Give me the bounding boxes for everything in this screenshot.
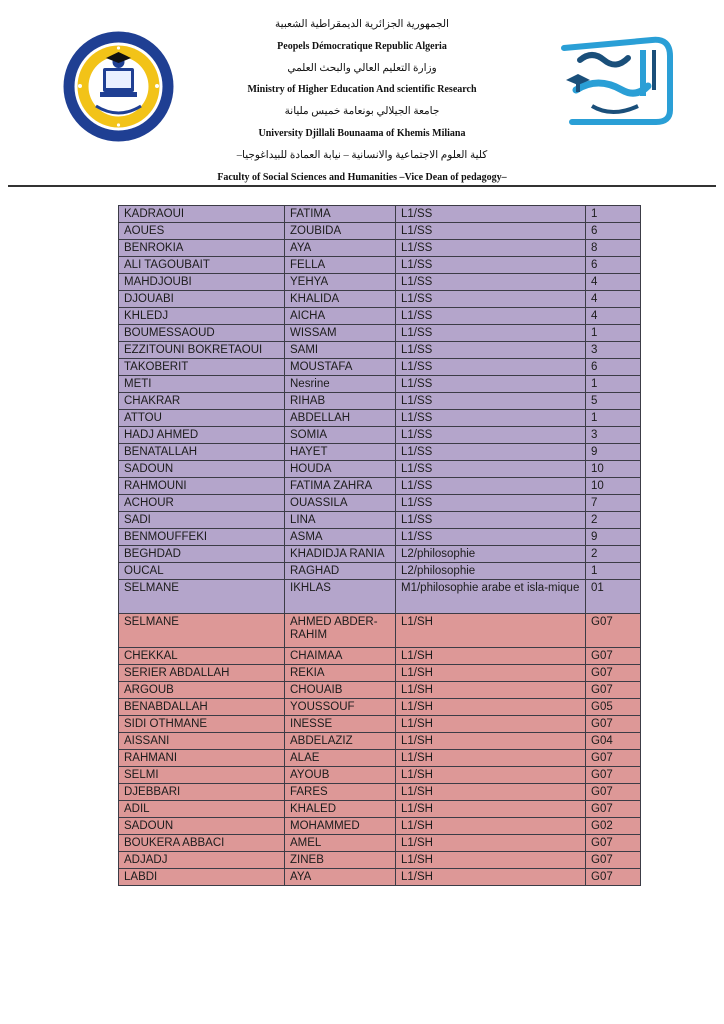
first-name-cell: KHALED xyxy=(285,801,396,818)
table-row xyxy=(119,512,641,529)
student-list-table xyxy=(118,205,641,886)
last-name-cell: ARGOUB xyxy=(119,682,285,699)
group-cell: 2 xyxy=(586,512,641,529)
first-name-cell: AYOUB xyxy=(285,767,396,784)
level-cell: L1/SS xyxy=(396,257,586,274)
group-cell: G02 xyxy=(586,818,641,835)
last-name-cell: KHLEDJ xyxy=(119,308,285,325)
faculty-name-arabic: كلية العلوم الاجتماعية والانسانية – نيابة العمادة للبيداغوجيا– xyxy=(236,149,488,161)
last-name-cell: SELMANE xyxy=(119,614,285,648)
group-cell: 1 xyxy=(586,410,641,427)
level-cell: L1/SS xyxy=(396,342,586,359)
last-name-cell: SADI xyxy=(119,512,285,529)
table-row xyxy=(119,818,641,835)
first-name-cell: ALAE xyxy=(285,750,396,767)
student-list-body xyxy=(119,206,641,886)
table-row xyxy=(119,410,641,427)
last-name-cell: DJEBBARI xyxy=(119,784,285,801)
level-cell: L1/SS xyxy=(396,478,586,495)
level-cell: L1/SH xyxy=(396,733,586,750)
document-header xyxy=(0,0,724,188)
last-name-cell: ACHOUR xyxy=(119,495,285,512)
table-row xyxy=(119,308,641,325)
faculty-seal-icon xyxy=(62,30,175,143)
level-cell: L1/SS xyxy=(396,461,586,478)
level-cell: L2/philosophie xyxy=(396,563,586,580)
first-name-cell: Nesrine xyxy=(285,376,396,393)
first-name-cell: REKIA xyxy=(285,665,396,682)
last-name-cell: SADOUN xyxy=(119,818,285,835)
first-name-cell: MOHAMMED xyxy=(285,818,396,835)
group-cell: G07 xyxy=(586,665,641,682)
group-cell: 4 xyxy=(586,291,641,308)
group-cell: G07 xyxy=(586,801,641,818)
group-cell: G07 xyxy=(586,716,641,733)
level-cell: L1/SH xyxy=(396,818,586,835)
last-name-cell: RAHMANI xyxy=(119,750,285,767)
first-name-cell: AYA xyxy=(285,240,396,257)
group-cell: 3 xyxy=(586,427,641,444)
last-name-cell: ADJADJ xyxy=(119,852,285,869)
table-row xyxy=(119,257,641,274)
first-name-cell: FARES xyxy=(285,784,396,801)
table-row xyxy=(119,206,641,223)
country-name-english: Peopels Démocratique Republic Algeria xyxy=(277,40,447,52)
table-row xyxy=(119,835,641,852)
table-row xyxy=(119,342,641,359)
level-cell: L2/philosophie xyxy=(396,546,586,563)
table-row xyxy=(119,563,641,580)
first-name-cell: SOMIA xyxy=(285,427,396,444)
first-name-cell: ABDELAZIZ xyxy=(285,733,396,750)
table-row xyxy=(119,495,641,512)
last-name-cell: BOUKERA ABBACI xyxy=(119,835,285,852)
group-cell: 4 xyxy=(586,308,641,325)
table-row xyxy=(119,665,641,682)
first-name-cell: CHAIMAA xyxy=(285,648,396,665)
last-name-cell: CHEKKAL xyxy=(119,648,285,665)
header-divider xyxy=(8,185,716,187)
level-cell: L1/SH xyxy=(396,716,586,733)
table-row xyxy=(119,682,641,699)
table-row xyxy=(119,750,641,767)
first-name-cell: MOUSTAFA xyxy=(285,359,396,376)
last-name-cell: BOUMESSAOUD xyxy=(119,325,285,342)
last-name-cell: KADRAOUI xyxy=(119,206,285,223)
table-row xyxy=(119,427,641,444)
university-name-english: University Djillali Bounaama of Khemis Miliana xyxy=(258,127,466,139)
table-row xyxy=(119,869,641,886)
level-cell: L1/SH xyxy=(396,614,586,648)
first-name-cell: KHALIDA xyxy=(285,291,396,308)
group-cell: G07 xyxy=(586,767,641,784)
group-cell: G07 xyxy=(586,648,641,665)
group-cell: G07 xyxy=(586,869,641,886)
last-name-cell: CHAKRAR xyxy=(119,393,285,410)
last-name-cell: SADOUN xyxy=(119,461,285,478)
level-cell: L1/SH xyxy=(396,750,586,767)
level-cell: L1/SS xyxy=(396,376,586,393)
level-cell: L1/SH xyxy=(396,869,586,886)
university-name-arabic: جامعة الجيلالي بونعامة خميس مليانة xyxy=(284,106,440,118)
group-cell: G07 xyxy=(586,682,641,699)
level-cell: L1/SS xyxy=(396,274,586,291)
last-name-cell: DJOUABI xyxy=(119,291,285,308)
level-cell: L1/SS xyxy=(396,359,586,376)
level-cell: L1/SH xyxy=(396,665,586,682)
group-cell: G07 xyxy=(586,835,641,852)
table-row xyxy=(119,546,641,563)
last-name-cell: BENMOUFFEKI xyxy=(119,529,285,546)
first-name-cell: LINA xyxy=(285,512,396,529)
level-cell: L1/SS xyxy=(396,529,586,546)
last-name-cell: AOUES xyxy=(119,223,285,240)
group-cell: 10 xyxy=(586,478,641,495)
group-cell: 1 xyxy=(586,325,641,342)
ministry-name-english: Ministry of Higher Education And scientific Research xyxy=(247,84,477,96)
level-cell: M1/philosophie arabe et isla-mique xyxy=(396,580,586,614)
last-name-cell: TAKOBERIT xyxy=(119,359,285,376)
table-row xyxy=(119,699,641,716)
level-cell: L1/SS xyxy=(396,291,586,308)
group-cell: 4 xyxy=(586,274,641,291)
table-row xyxy=(119,733,641,750)
group-cell: 8 xyxy=(586,240,641,257)
last-name-cell: BENATALLAH xyxy=(119,444,285,461)
group-cell: 1 xyxy=(586,563,641,580)
level-cell: L1/SS xyxy=(396,325,586,342)
group-cell: 9 xyxy=(586,529,641,546)
group-cell: 1 xyxy=(586,206,641,223)
first-name-cell: SAMI xyxy=(285,342,396,359)
group-cell: G07 xyxy=(586,614,641,648)
first-name-cell: RIHAB xyxy=(285,393,396,410)
first-name-cell: AYA xyxy=(285,869,396,886)
level-cell: L1/SH xyxy=(396,682,586,699)
table-row xyxy=(119,614,641,648)
level-cell: L1/SH xyxy=(396,852,586,869)
first-name-cell: INESSE xyxy=(285,716,396,733)
first-name-cell: FATIMA xyxy=(285,206,396,223)
level-cell: L1/SS xyxy=(396,223,586,240)
first-name-cell: OUASSILA xyxy=(285,495,396,512)
last-name-cell: SIDI OTHMANE xyxy=(119,716,285,733)
last-name-cell: RAHMOUNI xyxy=(119,478,285,495)
last-name-cell: ALI TAGOUBAIT xyxy=(119,257,285,274)
level-cell: L1/SS xyxy=(396,410,586,427)
first-name-cell: IKHLAS xyxy=(285,580,396,614)
last-name-cell: BEGHDAD xyxy=(119,546,285,563)
group-cell: 3 xyxy=(586,342,641,359)
first-name-cell: FELLA xyxy=(285,257,396,274)
level-cell: L1/SS xyxy=(396,206,586,223)
table-row xyxy=(119,325,641,342)
first-name-cell: ABDELLAH xyxy=(285,410,396,427)
last-name-cell: SERIER ABDALLAH xyxy=(119,665,285,682)
first-name-cell: FATIMA ZAHRA xyxy=(285,478,396,495)
group-cell: G07 xyxy=(586,784,641,801)
level-cell: L1/SS xyxy=(396,444,586,461)
table-row xyxy=(119,291,641,308)
last-name-cell: METI xyxy=(119,376,285,393)
faculty-name-english: Faculty of Social Sciences and Humanities –Vice Dean of pedagogy– xyxy=(217,171,507,183)
table-row xyxy=(119,240,641,257)
first-name-cell: KHADIDJA RANIA xyxy=(285,546,396,563)
level-cell: L1/SS xyxy=(396,495,586,512)
group-cell: 10 xyxy=(586,461,641,478)
table-row xyxy=(119,580,641,614)
last-name-cell: SELMANE xyxy=(119,580,285,614)
group-cell: 5 xyxy=(586,393,641,410)
last-name-cell: ADIL xyxy=(119,801,285,818)
last-name-cell: BENROKIA xyxy=(119,240,285,257)
level-cell: L1/SS xyxy=(396,512,586,529)
last-name-cell: EZZITOUNI BOKRETAOUI xyxy=(119,342,285,359)
last-name-cell: HADJ AHMED xyxy=(119,427,285,444)
group-cell: G04 xyxy=(586,733,641,750)
table-row xyxy=(119,444,641,461)
table-row xyxy=(119,852,641,869)
last-name-cell: BENABDALLAH xyxy=(119,699,285,716)
first-name-cell: ASMA xyxy=(285,529,396,546)
level-cell: L1/SH xyxy=(396,784,586,801)
university-logo-icon xyxy=(552,30,680,130)
group-cell: 9 xyxy=(586,444,641,461)
group-cell: G07 xyxy=(586,852,641,869)
first-name-cell: HAYET xyxy=(285,444,396,461)
level-cell: L1/SH xyxy=(396,835,586,852)
level-cell: L1/SS xyxy=(396,308,586,325)
first-name-cell: WISSAM xyxy=(285,325,396,342)
level-cell: L1/SS xyxy=(396,240,586,257)
table-row xyxy=(119,478,641,495)
last-name-cell: SELMI xyxy=(119,767,285,784)
table-row xyxy=(119,648,641,665)
group-cell: G07 xyxy=(586,750,641,767)
group-cell: 6 xyxy=(586,257,641,274)
last-name-cell: ATTOU xyxy=(119,410,285,427)
first-name-cell: CHOUAIB xyxy=(285,682,396,699)
table-row xyxy=(119,801,641,818)
table-row xyxy=(119,223,641,240)
first-name-cell: RAGHAD xyxy=(285,563,396,580)
table-row xyxy=(119,359,641,376)
level-cell: L1/SH xyxy=(396,767,586,784)
last-name-cell: AISSANI xyxy=(119,733,285,750)
table-row xyxy=(119,376,641,393)
level-cell: L1/SS xyxy=(396,393,586,410)
table-row xyxy=(119,784,641,801)
first-name-cell: HOUDA xyxy=(285,461,396,478)
table-row xyxy=(119,274,641,291)
country-name-arabic: الجمهورية الجزائرية الديمقراطية الشعبية xyxy=(275,19,449,30)
table-row xyxy=(119,393,641,410)
first-name-cell: YEHYA xyxy=(285,274,396,291)
last-name-cell: OUCAL xyxy=(119,563,285,580)
group-cell: 6 xyxy=(586,359,641,376)
level-cell: L1/SS xyxy=(396,427,586,444)
group-cell: G05 xyxy=(586,699,641,716)
first-name-cell: YOUSSOUF xyxy=(285,699,396,716)
table-row xyxy=(119,461,641,478)
table-row xyxy=(119,716,641,733)
institution-heading xyxy=(180,14,544,188)
level-cell: L1/SH xyxy=(396,699,586,716)
first-name-cell: AICHA xyxy=(285,308,396,325)
table-row xyxy=(119,767,641,784)
group-cell: 6 xyxy=(586,223,641,240)
first-name-cell: ZOUBIDA xyxy=(285,223,396,240)
group-cell: 1 xyxy=(586,376,641,393)
first-name-cell: AMEL xyxy=(285,835,396,852)
first-name-cell: ZINEB xyxy=(285,852,396,869)
level-cell: L1/SH xyxy=(396,801,586,818)
ministry-name-arabic: وزارة التعليم العالي والبحث العلمي xyxy=(287,62,437,74)
group-cell: 7 xyxy=(586,495,641,512)
level-cell: L1/SH xyxy=(396,648,586,665)
table-row xyxy=(119,529,641,546)
last-name-cell: MAHDJOUBI xyxy=(119,274,285,291)
first-name-cell: AHMED ABDER-RAHIM xyxy=(285,614,396,648)
last-name-cell: LABDI xyxy=(119,869,285,886)
group-cell: 2 xyxy=(586,546,641,563)
group-cell: 01 xyxy=(586,580,641,614)
